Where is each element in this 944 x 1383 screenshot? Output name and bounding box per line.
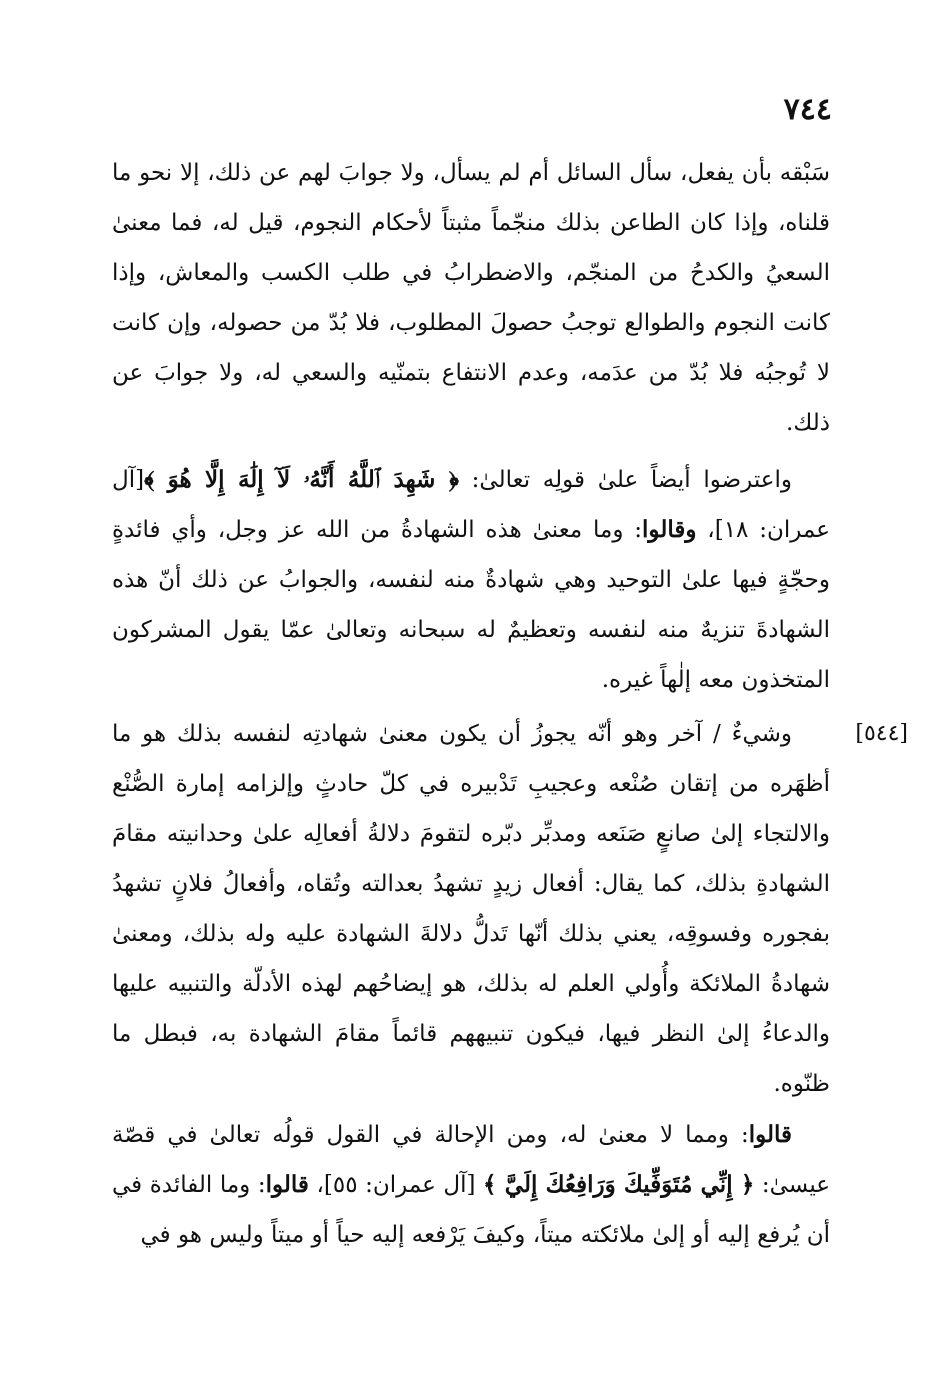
margin-page-reference: [٥٤٤] [855, 721, 908, 746]
paragraph-4-intro: : ومما لا معنىٰ له، ومن الإحالة في القول قولُه تعالىٰ في قصّة عيسىٰ: [112, 1122, 830, 1198]
paragraph-4 [112, 1110, 830, 1260]
paragraph-3 [112, 709, 830, 1109]
paragraph-2-intro: واعترضوا أيضاً علىٰ قولِه تعالىٰ: [458, 467, 793, 493]
quran-reference-2: [آل عمران: ٥٥]، [308, 1172, 484, 1198]
quran-reference-1: [آل عمران: ١٨]، [112, 467, 830, 543]
paragraph-2-body: : وما معنىٰ هذه الشهادةُ من الله عز وجل، وأي فائدةٍ وحجّةٍ فيها علىٰ التوحيد وهي شهادةٌ منه لنفسه، والجوابُ عن ذلك أنّ هذه الشهادةَ تنزيهٌ منه لنفسه وتعظيمٌ له سبحانه وتعالىٰ عمّا يقول المشركون المتخذون معه إلٰهاً غيره. [112, 517, 830, 693]
page-number: ٧٤٤ [783, 92, 832, 127]
quran-verse-2: ﴿ إِنِّي مُتَوَفِّيكَ وَرَافِعُكَ إِلَيَّ ﴾ [483, 1171, 755, 1198]
qalu-label: وقالوا [642, 516, 697, 543]
paragraph-2 [112, 455, 830, 705]
qalu-label-2: قالوا [748, 1121, 792, 1148]
paragraph-1 [112, 148, 830, 448]
paragraph-4-body: : وما الفائدة في أن يُرفع إليه أو إلىٰ ملائكته ميتاً، وكيفَ يَرْفعه إليه حياً أو ميتاً وليس هو في [112, 1172, 830, 1248]
paragraph-1-text: سَبْقه بأن يفعل، سأل السائل أم لم يسأل، ولا جوابَ لهم عن ذلك، إلا نحو ما قلناه، وإذا كان الطاعن بذلك منجّماً مثبتاً لأحكام النجوم، قيل له، فما معنىٰ السعيُ والكدحُ من المنجّم، والاضطرابُ في طلب الكسب والمعاش، وإذا كانت النجوم والطوالع توجبُ حصولَ المطلوب، فلا بُدّ من حصوله، وإن كانت لا تُوجبُه فلا بُدّ من عدَمه، وعدم الانتفاع بتمنّيه والسعي له، ولا جوابَ عن ذلك. [112, 160, 830, 436]
paragraph-3-text: وشيءٌ / آخر وهو أنّه يجوزُ أن يكون معنىٰ شهادتِه لنفسه بذلك هو ما أظهَره من إتقان صُنْعه وعجيبِ تَدْبيره في كلّ حادثٍ وإلزامه إمارة الصُّنْع والالتجاء إلىٰ صانعٍ صَنَعه ومدبِّر دبّره لتقومَ دلالةُ أفعالِه علىٰ وحدانيته مقامَ الشهادةِ بذلك، كما يقال: أفعال زيدٍ تشهدُ بعدالته وتُقاه، وأفعالُ فلانٍ تشهدُ بفجوره وفسوقِه، يعني بذلك أنّها تَدلُّ دلالةَ الشهادة عليه وله بذلك، ومعنىٰ شهادةُ الملائكة وأُولي العلم له بذلك، هو إيضاحُهم لهذه الأدلّة والتنبيه عليها والدعاءُ إلىٰ النظر فيها، فيكون تنبيههم قائماً مقامَ الشهادة به، فبطل ما ظنّوه. [112, 721, 830, 1097]
quran-verse-1: ﴿ شَهِدَ ٱللَّهُ أَنَّهُۥ لَآ إِلَٰهَ إِلَّا هُوَ ﴾ [144, 466, 459, 493]
qalu-label-3: قالوا [265, 1171, 309, 1198]
